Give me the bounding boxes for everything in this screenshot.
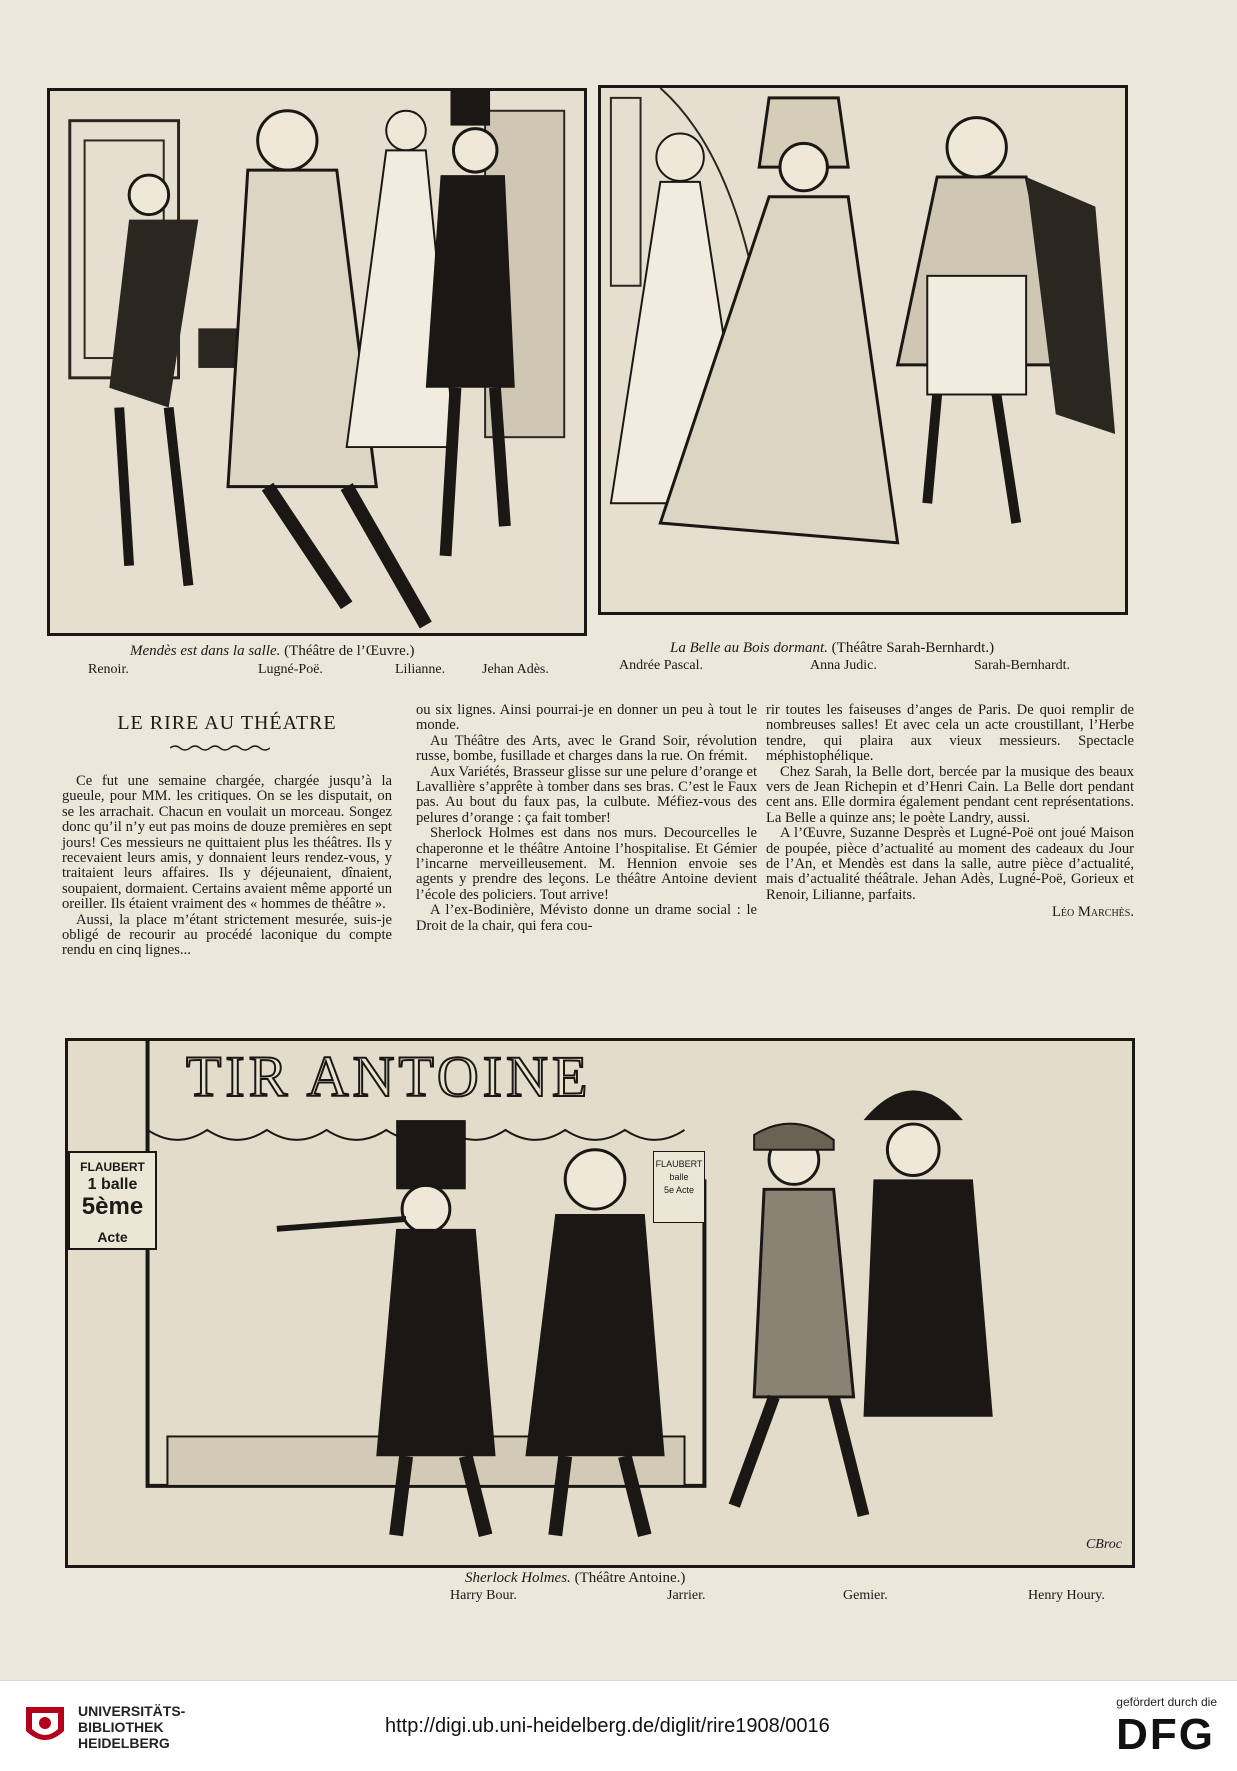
- shop-sign-line-1: FLAUBERT: [655, 1159, 703, 1169]
- illustration-sherlock-holmes: [65, 1038, 1135, 1568]
- name-gemier: Gemier.: [843, 1588, 888, 1603]
- illustration-belle-au-bois: [598, 85, 1128, 615]
- name-lilianne: Lilianne.: [395, 662, 446, 677]
- col2-paragraph-1: ou six lignes. Ainsi pourrai-je en donner un peu à tout le monde.: [416, 702, 757, 734]
- col2-paragraph-3: Aux Variétés, Brasseur glisse sur une pelure d’orange et Lavallière s’apprête à tomber dans ses bras. C’est le Faux pas. Au bout du faux pas, la culbute. Méfiez-vous des pelures d’orange : ça fait tomber!: [416, 763, 757, 826]
- poster-line-2: 1 balle: [87, 1176, 138, 1193]
- university-name[interactable]: [78, 1703, 185, 1751]
- university-line-3: HEIDELBERG: [78, 1735, 170, 1751]
- article-column-1: [62, 774, 392, 959]
- poster-line-1: FLAUBERT: [80, 1160, 145, 1174]
- name-lugne-poe: Lugné-Poë.: [258, 662, 323, 677]
- shop-sign-line-2: balle: [669, 1172, 689, 1182]
- sherlock-drawing: [68, 1041, 1132, 1565]
- article-column-3: [766, 703, 1134, 921]
- col3-paragraph-2: Chez Sarah, la Belle dort, bercée par la musique des beaux vers de Jean Richepin et d’Henri Cain. La Belle dort pendant cent ans. Elle dormira également pendant cent représentations. La Belle a quinze ans; le poète Landry, aussi.: [766, 763, 1134, 826]
- university-line-2: BIBLIOTHEK: [78, 1719, 164, 1735]
- col1-paragraph-2: Aussi, la place m’étant strictement mesurée, suis-je obligé de recourir au procédé laconique du compte rendu en cinq lignes...: [62, 911, 392, 959]
- mendes-drawing: [50, 91, 584, 633]
- funding-text: gefördert durch die: [1116, 1695, 1217, 1709]
- belle-drawing: [601, 88, 1125, 612]
- name-harry-bour: Harry Bour.: [450, 1588, 517, 1603]
- caption-mendes-theatre: (Théâtre de l’Œuvre.): [284, 643, 415, 659]
- artist-signature: CBroc: [1085, 1537, 1122, 1552]
- col1-paragraph-1: Ce fut une semaine chargée, chargée jusqu’à la gueule, pour MM. les critiques. On se les disputait, on se les arrachait. Chacun en voulait un morceau. Songez donc qu’il n’y eut pas moins de douze premières en sept jours! Ces messieurs ne quittaient plus les théâtres. Ils y recevaient leurs amis, y donnaient leurs rendez-vous, y traitaient leurs affaires. Ils y déjeunaient, dînaient, soupaient, dormaient. Certains avaient même apporté un oreiller. Ils étaient vraiment des « hommes de théâtre ».: [62, 773, 392, 913]
- viewer-footer: [0, 1680, 1237, 1771]
- caption-sherlock-title: Sherlock Holmes.: [465, 1570, 571, 1586]
- name-henry-houry: Henry Houry.: [1028, 1588, 1105, 1603]
- poster-line-3: 5ème: [81, 1193, 144, 1220]
- dfg-logo[interactable]: DFG: [1116, 1710, 1215, 1759]
- shop-sign-line-3: 5e Acte: [663, 1185, 695, 1195]
- caption-belle-theatre: (Théâtre Sarah-Bernhardt.): [831, 640, 995, 656]
- caption-belle: [670, 640, 994, 657]
- caption-belle-title: La Belle au Bois dormant.: [670, 640, 828, 656]
- col2-paragraph-4: Sherlock Holmes est dans nos murs. Decourcelles le chaperonne et le théâtre Antoine l’hospitalise. Et Gémier l’incarne merveilleusement. M. Hennion envoie ses agents y prendre des leçons. Le théâtre Antoine devient l’école des policiers. Tout arrive!: [416, 825, 757, 903]
- illustration-mendes: [47, 88, 587, 636]
- article-signature: Léo Marchès.: [1052, 904, 1134, 921]
- caption-sherlock-theatre: (Théâtre Antoine.): [574, 1570, 686, 1586]
- col3-paragraph-1: rir toutes les faiseuses d’anges de Paris. De quoi remplir de nombreuses salles! Et avec cela un acte croustillant, l’Herbe tendre, qui plaira aux vieux messieurs. Spectacle méphistophélique.: [766, 702, 1134, 765]
- article-column-2: [416, 703, 757, 934]
- flaubert-poster: [68, 1151, 157, 1250]
- shop-sign: [653, 1151, 705, 1223]
- name-sarah-bernhardt: Sarah-Bernhardt.: [974, 658, 1071, 673]
- caption-sherlock: [465, 1570, 685, 1587]
- col2-paragraph-2: Au Théâtre des Arts, avec le Grand Soir, révolution russe, bombe, fusillade et charges dans la rue. On frémit.: [416, 732, 757, 765]
- shooting-gallery-sign: TIR ANTOINE: [186, 1044, 592, 1109]
- permalink-url[interactable]: http://digi.ub.uni-heidelberg.de/diglit/rire1908/0016: [385, 1715, 830, 1737]
- name-jehan-ades: Jehan Adès.: [482, 662, 549, 677]
- caption-mendes-title: Mendès est dans la salle.: [130, 643, 281, 659]
- caption-mendes: [130, 643, 415, 660]
- article-title: LE RIRE AU THÉATRE: [117, 712, 337, 734]
- col3-paragraph-3: A l’Œuvre, Suzanne Desprès et Lugné-Poë ont joué Maison de poupée, pièce d’actualité au moment des cadeaux du Jour de l’An, et Mendès est dans la salle, autre pièce d’actualité, mais d’actualité théâtrale. Jehan Adès, Lugné-Poë, Gorieux et Renoir, Lilianne, parfaits.: [766, 825, 1134, 903]
- col2-paragraph-5: A l’ex-Bodinière, Mévisto donne un drame social : le Droit de la chair, qui fera cou-: [416, 902, 757, 934]
- name-anna-judic: Anna Judic.: [810, 658, 877, 673]
- name-jarrier: Jarrier.: [667, 1588, 706, 1603]
- name-andree-pascal: Andrée Pascal.: [619, 658, 703, 673]
- title-flourish: [170, 744, 270, 752]
- university-seal-icon[interactable]: [22, 1701, 68, 1751]
- poster-line-4: Acte: [97, 1229, 128, 1245]
- name-renoir: Renoir.: [88, 662, 129, 677]
- poster-act-line: [70, 1193, 155, 1251]
- university-line-1: UNIVERSITÄTS-: [78, 1703, 186, 1719]
